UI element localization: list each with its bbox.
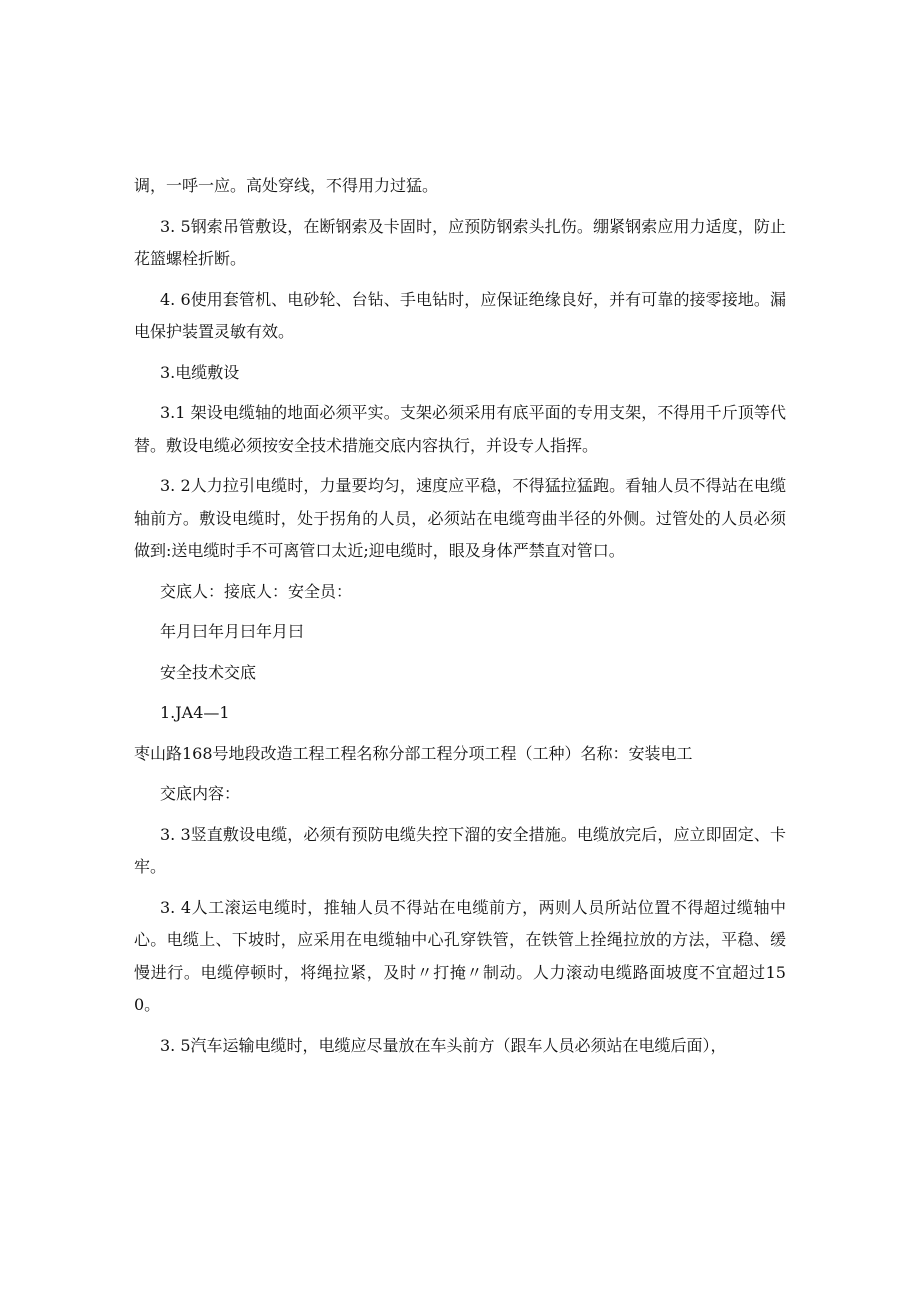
paragraph-item-4-6: 4. 6使用套管机、电砂轮、台钻、手电钻时，应保证绝缘良好，并有可靠的接零接地。漏电保护装置灵敏有效。 [134, 289, 786, 341]
project-name-line: 枣山路168号地段改造工程工程名称分部工程分项工程（工种）名称：安装电工 [134, 743, 693, 763]
paragraph-item-3-3: 3. 3竖直敷设电缆，必须有预防电缆失控下溜的安全措施。电缆放完后，应立即固定、卡牢。 [134, 824, 786, 876]
paragraph-item-3-5: 3. 5钢索吊管敷设，在断钢索及卡固时，应预防钢索头扎伤。绷紧钢索应用力适度，防止花篮螺栓折断。 [134, 216, 786, 268]
paragraph-item-3-4: 3. 4人工滚运电缆时，推轴人员不得站在电缆前方，两则人员所站位置不得超过缆轴中心。电缆上、下坡时，应采用在电缆轴中心孔穿铁管，在铁管上拴绳拉放的方法，平稳、缓慢进行。电缆停顿时，将绳拉紧，及时〃打掩〃制动。人力滚动电缆路面坡度不宜超过150。 [134, 897, 786, 1014]
document-title: 安全技术交底 [160, 662, 257, 682]
paragraph-item-3-2: 3. 2人力拉引电缆时，力量要均匀，速度应平稳，不得猛拉猛跑。看轴人员不得站在电缆轴前方。敷设电缆时，处于拐角的人员，必须站在电缆弯曲半径的外侧。过管处的人员必须做到:送电缆时手不可离管口太近;迎电缆时，眼及身体严禁直对管口。 [134, 476, 786, 560]
date-line: 年月曰年月曰年月曰 [160, 622, 305, 641]
document-body [134, 170, 786, 1070]
section-heading-cable-laying: 3.电缆敷设 [160, 362, 240, 382]
signature-line: 交底人：接底人：安全员： [160, 581, 353, 601]
paragraph-item-3-5-transport: 3. 5汽车运输电缆时，电缆应尽量放在车头前方（跟车人员必须站在电缆后面）， [160, 1035, 727, 1055]
paragraph-continuation: 调，一呼一应。高处穿线，不得用力过猛。 [134, 176, 439, 195]
document-code: 1.JA4—1 [160, 703, 230, 722]
paragraph-item-3-1: 3.1 架设电缆轴的地面必须平实。支架必须采用有底平面的专用支架，不得用千斤顶等代替。敷设电缆必须按安全技术措施交底内容执行，并设专人指挥。 [134, 403, 786, 455]
content-label: 交底内容： [160, 784, 241, 803]
